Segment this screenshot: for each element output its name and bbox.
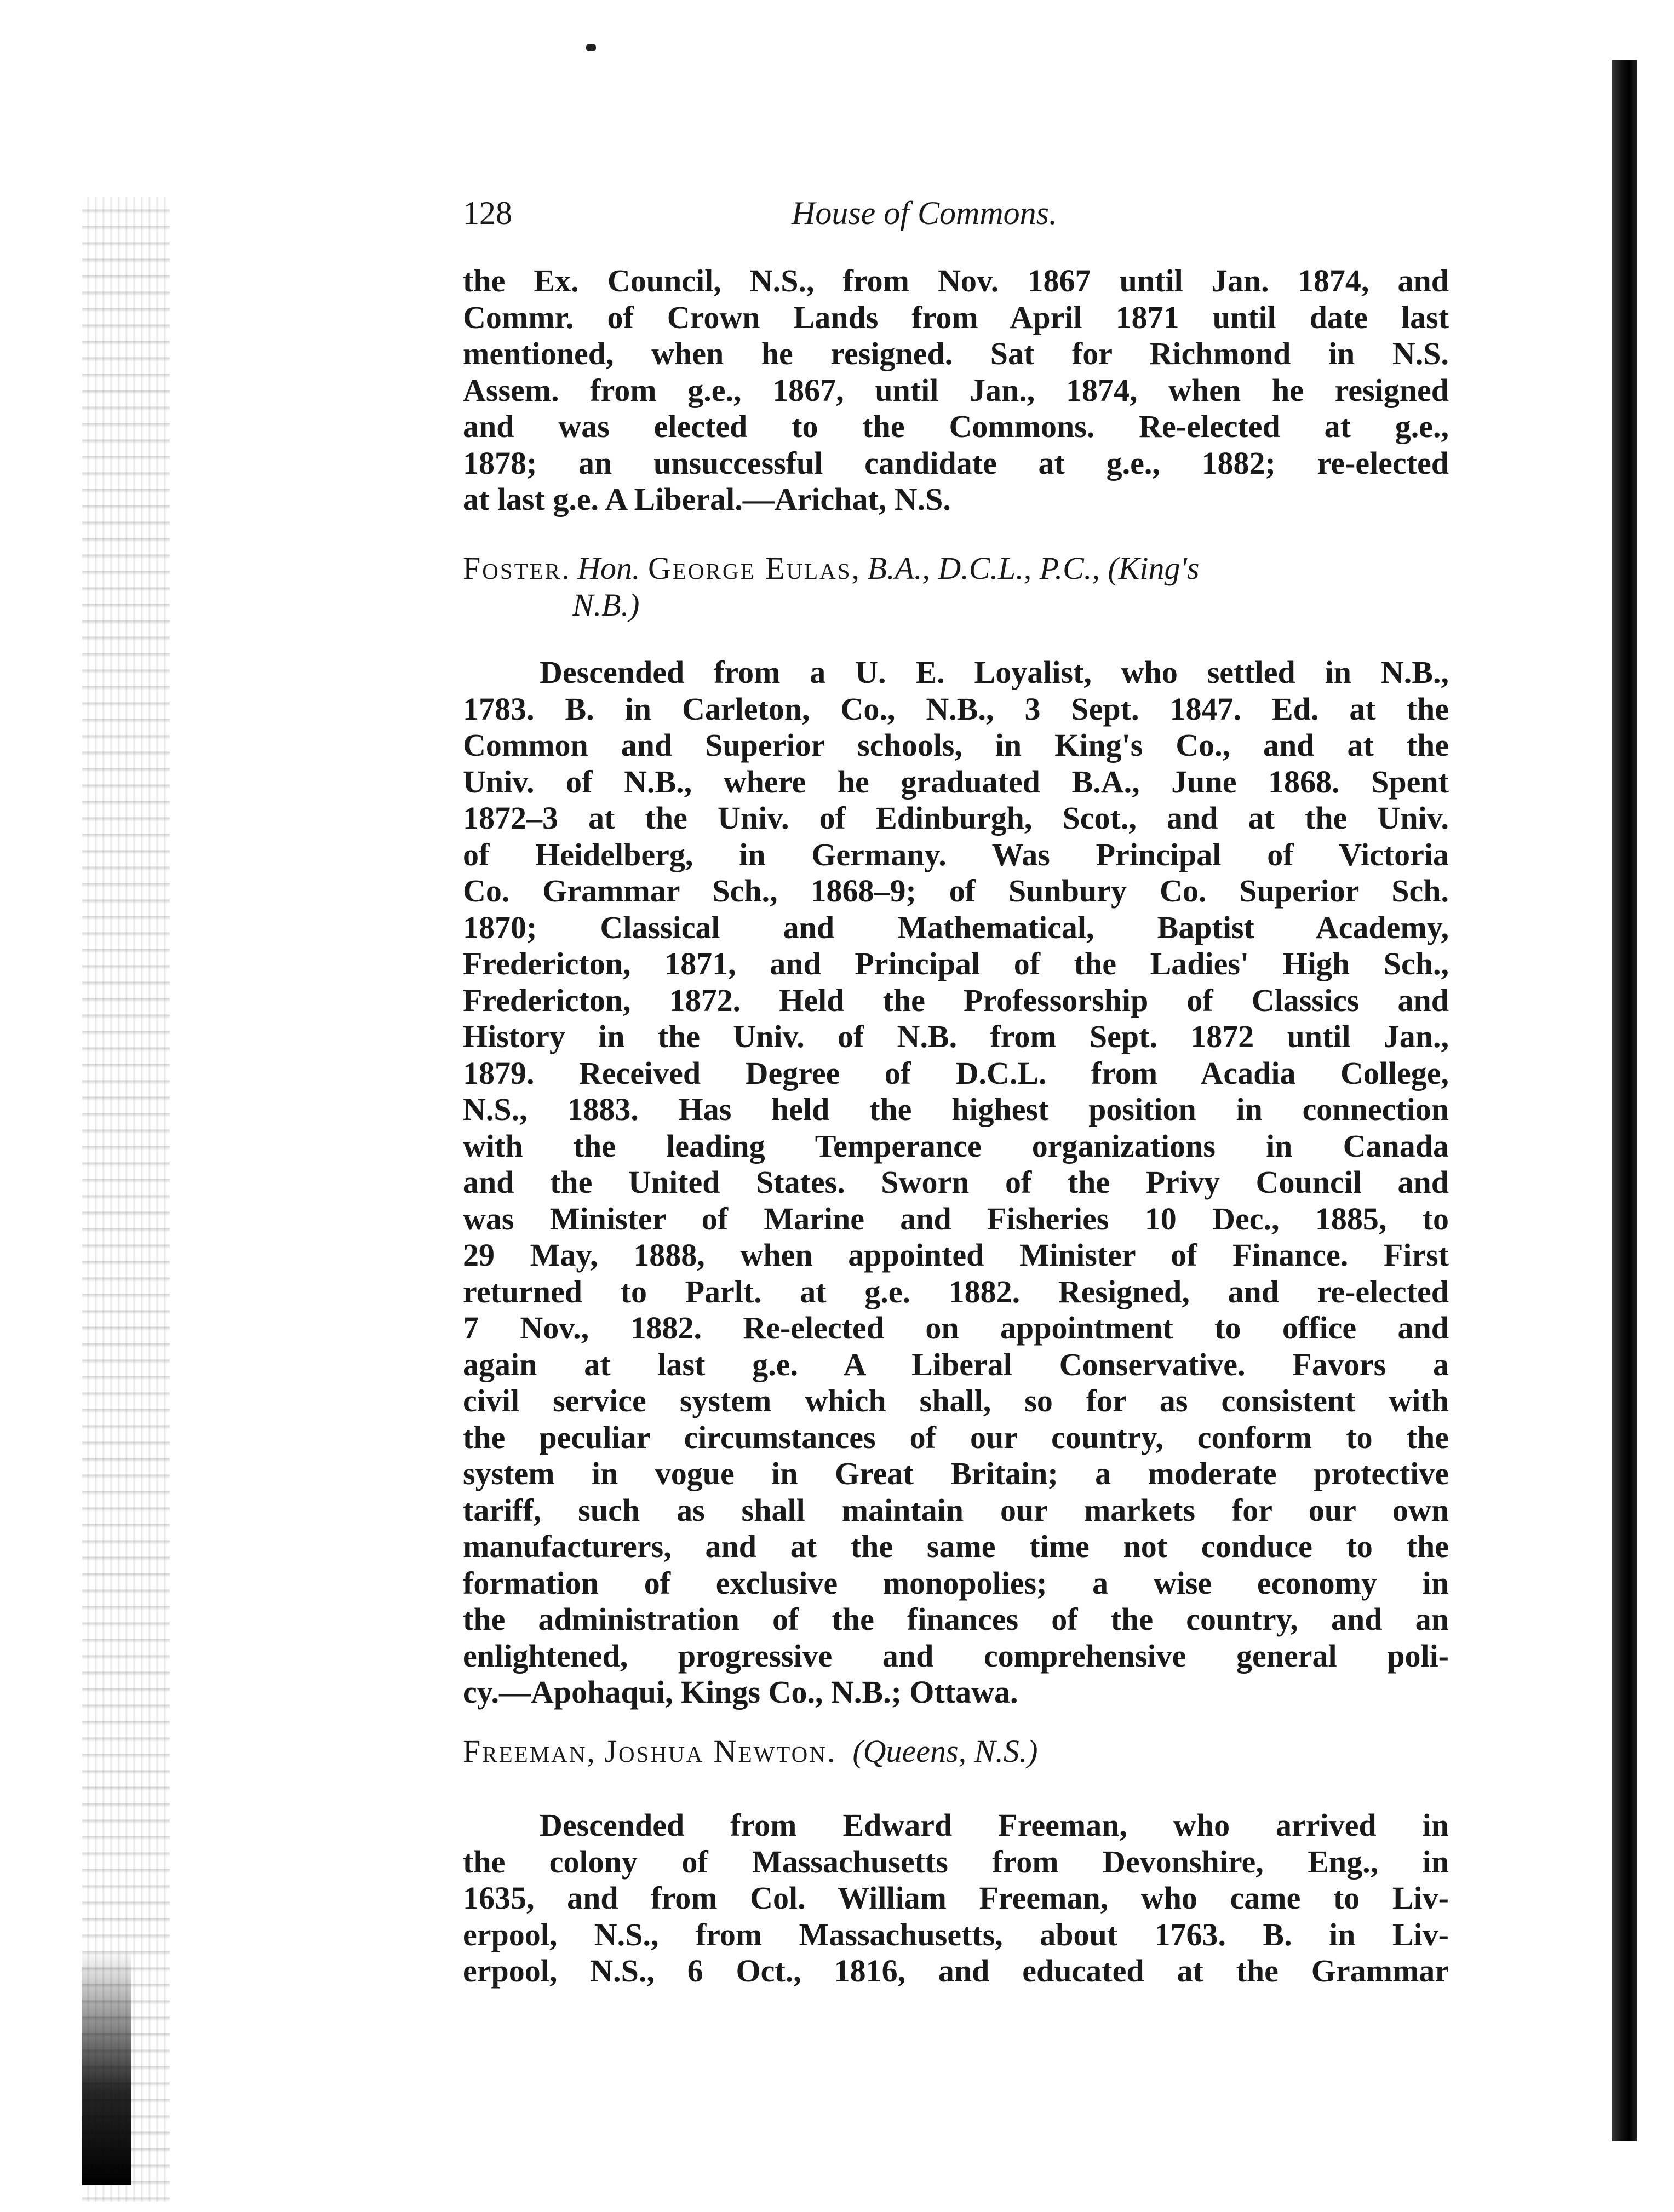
text-line: at last g.e. A Liberal.—Arichat, N.S. bbox=[463, 481, 951, 517]
text-line: 1879. Received Degree of D.C.L. from Acadia College, bbox=[463, 1055, 1449, 1091]
entry-given-names: George Eulas bbox=[648, 550, 852, 586]
text-line: N.S., 1883. Has held the highest position in connection bbox=[463, 1091, 1449, 1127]
text-line: manufacturers, and at the same time not conduce to the bbox=[463, 1529, 1449, 1564]
text-line: and was elected to the Commons. Re-elected at g.e., bbox=[463, 409, 1449, 444]
text-line: 7 Nov., 1882. Re-elected on appointment to office and bbox=[463, 1310, 1449, 1346]
text-line: formation of exclusive monopolies; a wise economy in bbox=[463, 1565, 1449, 1601]
entry-constituency: (Queens, N.S.) bbox=[852, 1733, 1038, 1769]
entry-given-names: Joshua Newton. bbox=[604, 1733, 837, 1769]
page-header bbox=[463, 194, 1449, 238]
text-line: 1878; an unsuccessful candidate at g.e., 1882; re-elected bbox=[463, 445, 1449, 481]
text-line: and the United States. Sworn of the Privy Council and bbox=[463, 1164, 1449, 1200]
text-line: with the leading Temperance organizations in Canada bbox=[463, 1128, 1449, 1164]
text-line: of Heidelberg, in Germany. Was Principal of Victoria bbox=[463, 836, 1449, 872]
entry-heading-freeman bbox=[463, 1733, 1449, 1770]
continued-entry bbox=[463, 263, 1449, 518]
text-line: erpool, N.S., from Massachusetts, about 1763. B. in Liv- bbox=[463, 1916, 1449, 1952]
text-line: the Ex. Council, N.S., from Nov. 1867 until Jan. 1874, and bbox=[463, 263, 1449, 298]
text-line: Descended from a U. E. Loyalist, who settled in N.B., bbox=[540, 654, 1449, 690]
entry-body-freeman bbox=[463, 1807, 1449, 1990]
entry-constituency-cont: N.B.) bbox=[572, 587, 640, 623]
text-line: cy.—Apohaqui, Kings Co., N.B.; Ottawa. bbox=[463, 1674, 1018, 1710]
entry-body-foster bbox=[463, 654, 1449, 1711]
text-line: Commr. of Crown Lands from April 1871 until date last bbox=[463, 299, 1449, 335]
scan-speck bbox=[586, 44, 596, 51]
text-line: 29 May, 1888, when appointed Minister of Finance. First bbox=[463, 1237, 1449, 1273]
text-line: erpool, N.S., 6 Oct., 1816, and educated at the Grammar bbox=[463, 1953, 1449, 1989]
text-line: 1635, and from Col. William Freeman, who came to Liv- bbox=[463, 1880, 1449, 1916]
running-title: House of Commons. bbox=[792, 195, 1058, 231]
text-line: the peculiar circumstances of our country, conform to the bbox=[463, 1419, 1449, 1455]
text-line: Univ. of N.B., where he graduated B.A., June 1868. Spent bbox=[463, 763, 1449, 800]
text-line: the colony of Massachusetts from Devonshire, Eng., in bbox=[463, 1843, 1449, 1880]
text-line: Common and Superior schools, in King's Co., and at the bbox=[463, 727, 1449, 763]
text-line: tariff, such as shall maintain our markets for our own bbox=[463, 1492, 1449, 1528]
page-number: 128 bbox=[463, 195, 512, 231]
entry-heading-foster: Foster. Hon. George Eulas, B.A., D.C.L., P.C., (King's N.B.) bbox=[463, 550, 1200, 623]
text-line: 1870; Classical and Mathematical, Baptist Academy, bbox=[463, 909, 1449, 945]
text-line: 1872–3 at the Univ. of Edinburgh, Scot., and at the Univ. bbox=[463, 800, 1449, 836]
text-line: returned to Parlt. at g.e. 1882. Resigned, and re-elected bbox=[463, 1273, 1449, 1309]
text-line: Fredericton, 1871, and Principal of the Ladies' High Sch., bbox=[463, 946, 1449, 981]
entry-surname: Freeman, bbox=[463, 1733, 597, 1769]
text-line: the administration of the finances of the country, and an bbox=[463, 1601, 1449, 1637]
text-line: History in the Univ. of N.B. from Sept. 1872 until Jan., bbox=[463, 1019, 1449, 1054]
entry-degrees: B.A., D.C.L., P.C., bbox=[867, 550, 1100, 586]
entry-honorific: Hon. bbox=[577, 550, 640, 586]
text-line: again at last g.e. A Liberal Conservative. Favors a bbox=[463, 1346, 1449, 1382]
text-line: mentioned, when he resigned. Sat for Richmond in N.S. bbox=[463, 336, 1449, 371]
scan-edge-noise bbox=[82, 197, 170, 2202]
text-line: 1783. B. in Carleton, Co., N.B., 3 Sept. 1847. Ed. at the bbox=[463, 691, 1449, 727]
text-line: Descended from Edward Freeman, who arrived in bbox=[540, 1807, 1449, 1843]
text-line: Co. Grammar Sch., 1868–9; of Sunbury Co. Superior Sch. bbox=[463, 873, 1449, 909]
scan-edge-shadow bbox=[82, 1950, 131, 2185]
entry-constituency: (King's bbox=[1108, 550, 1200, 586]
text-line: Fredericton, 1872. Held the Professorship of Classics and bbox=[463, 982, 1449, 1018]
entry-surname: Foster bbox=[463, 550, 562, 586]
text-line: Assem. from g.e., 1867, until Jan., 1874, when he resigned bbox=[463, 372, 1449, 408]
text-line: enlightened, progressive and comprehensive general poli- bbox=[463, 1638, 1449, 1674]
text-line: civil service system which shall, so for as consistent with bbox=[463, 1383, 1449, 1418]
text-line: system in vogue in Great Britain; a moderate protective bbox=[463, 1456, 1449, 1491]
page-binding-shadow bbox=[1612, 60, 1637, 2141]
text-line: was Minister of Marine and Fisheries 10 Dec., 1885, to bbox=[463, 1200, 1449, 1237]
